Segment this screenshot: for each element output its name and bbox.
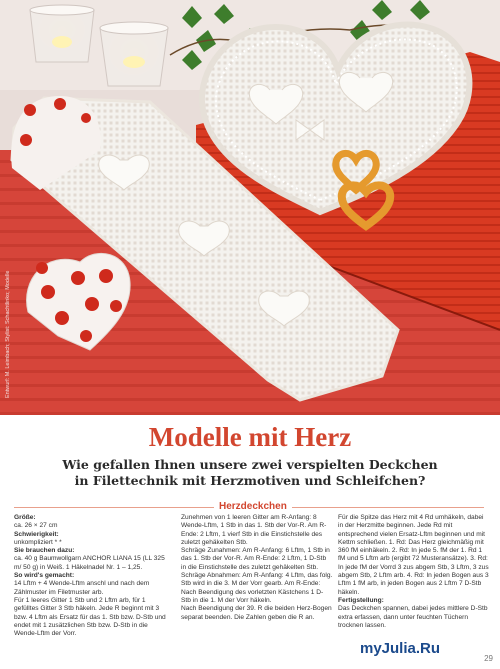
instruction-paragraph: ca. 40 g Baumwollgarn ANCHOR LIANA 15 (LL 325 m/ 50 g) in Weiß. 1 Häkelnadel Nr. 1 – 1,25. — [14, 555, 165, 571]
page-title: Modelle mit Herz — [148, 422, 352, 452]
section-divider — [14, 503, 484, 511]
tealight-glass-icon — [100, 22, 168, 86]
instruction-heading: Fertigstellung: — [338, 596, 384, 604]
instruction-paragraph: 14 Lftm + 4 Wende-Lftm anschl und nach dem Zählmuster im Filetmuster arb. — [14, 580, 150, 596]
instruction-paragraph: Das Deckchen spannen, dabei jedes mittlere D-Stb extra erfassen, dann unter feuchten Tüchern trocknen lassen. — [338, 605, 488, 629]
photo-credit: Entwurf: M. Leimbach; Stylist: Schachtlinko; Modelle — [5, 270, 11, 398]
subtitle — [0, 457, 500, 489]
subtitle-line: Wie gefallen Ihnen unsere zwei verspielten Deckchen — [62, 457, 438, 472]
instruction-heading: So wird's gemacht: — [14, 572, 75, 580]
instruction-paragraph: Schräge Zunahmen: Am R-Anfang: 6 Lftm, 1 Stb in das 1. Stb der Vor-R. Am R-Ende: 2 Lftm, 1 D-Stb in die Einstichstelle des zuletzt gehäkelten Stb. Schräge Abnahmen: Am R-Anfang: 4 Lftm, das folg. Stb wird in die 3. M der Vorr gearb. Am R-Ende: Nach Beendigung des vorletzten Kästchens 1 D-Stb in die 1. M der Vorr häkeln. — [181, 547, 333, 604]
instruction-heading: Sie brauchen dazu: — [14, 547, 75, 555]
text-column-3 — [338, 514, 490, 630]
instruction-paragraph: Zunehmen von 1 leeren Gitter am R-Anfang: 8 Wende-Lftm, 1 Stb in das 1. Stb der Vor-R. Am R-Ende: 2 Lftm, 1 vierf Stb in die Einstichstelle des zuletzt gehäkelten Stb. — [181, 514, 327, 546]
page-number: 29 — [484, 654, 493, 663]
instruction-paragraph: Nach Beendigung der 39. R die beiden Herz-Bogen separat beenden. Die Zahlen geben die R an. — [181, 605, 332, 621]
site-logo: myJulia.Ru — [360, 640, 441, 657]
instruction-heading: Größe: — [14, 514, 36, 521]
instruction-paragraph: Für 1 leeres Gitter 1 Stb und 2 Lftm arb, für 1 gefülltes Gitter 3 Stb häkeln. Jede R beginnt mit 3 bzw. 4 Lftm als Ersatz für das 1. Stb bzw. D-Stb und endet mit 1 zusätzlichen Stb bzw. D-Stb in die Wende-Lftm der Vorr. — [14, 596, 166, 638]
subtitle-line: in Filettechnik mit Herzmotiven und Schleifchen? — [74, 473, 426, 488]
tealight-glass-icon — [30, 4, 94, 62]
instruction-heading: Schwierigkeit: — [14, 530, 59, 538]
text-column-1 — [14, 514, 166, 638]
text-column-2 — [181, 514, 333, 622]
section-label: Herzdeckchen — [214, 501, 292, 512]
instruction-paragraph: unkompliziert * * — [14, 538, 62, 546]
footer — [360, 640, 495, 663]
instruction-paragraph: Für die Spitze das Herz mit 4 Rd umhäkeln, dabei in der Herzmitte beginnen. Jede Rd mit entsprechend vielen Ersatz-Lftm beginnen und mit Kettm schließen. 1. Rd: Das Herz gleichmäßig mit 360 fM einhäkeln. 2. Rd: In jede 5. fM der 1. Rd 1 fM und 5 Lftm arb (ergibt 72 Musteransätze). 3. Rd: In jede fM der Vorrd 3 zus abgem Stb, 3 Lftm, 3 zus abgem Stb, 2 Lftm arb. 4. Rd: In jeden Bogen aus 3 Lftm 1 fM arb, in jeden Bogen aus 2 Lftm 7 D-Stb häkeln. — [338, 514, 489, 596]
instruction-paragraph: ca. 26 × 27 cm — [14, 522, 58, 530]
